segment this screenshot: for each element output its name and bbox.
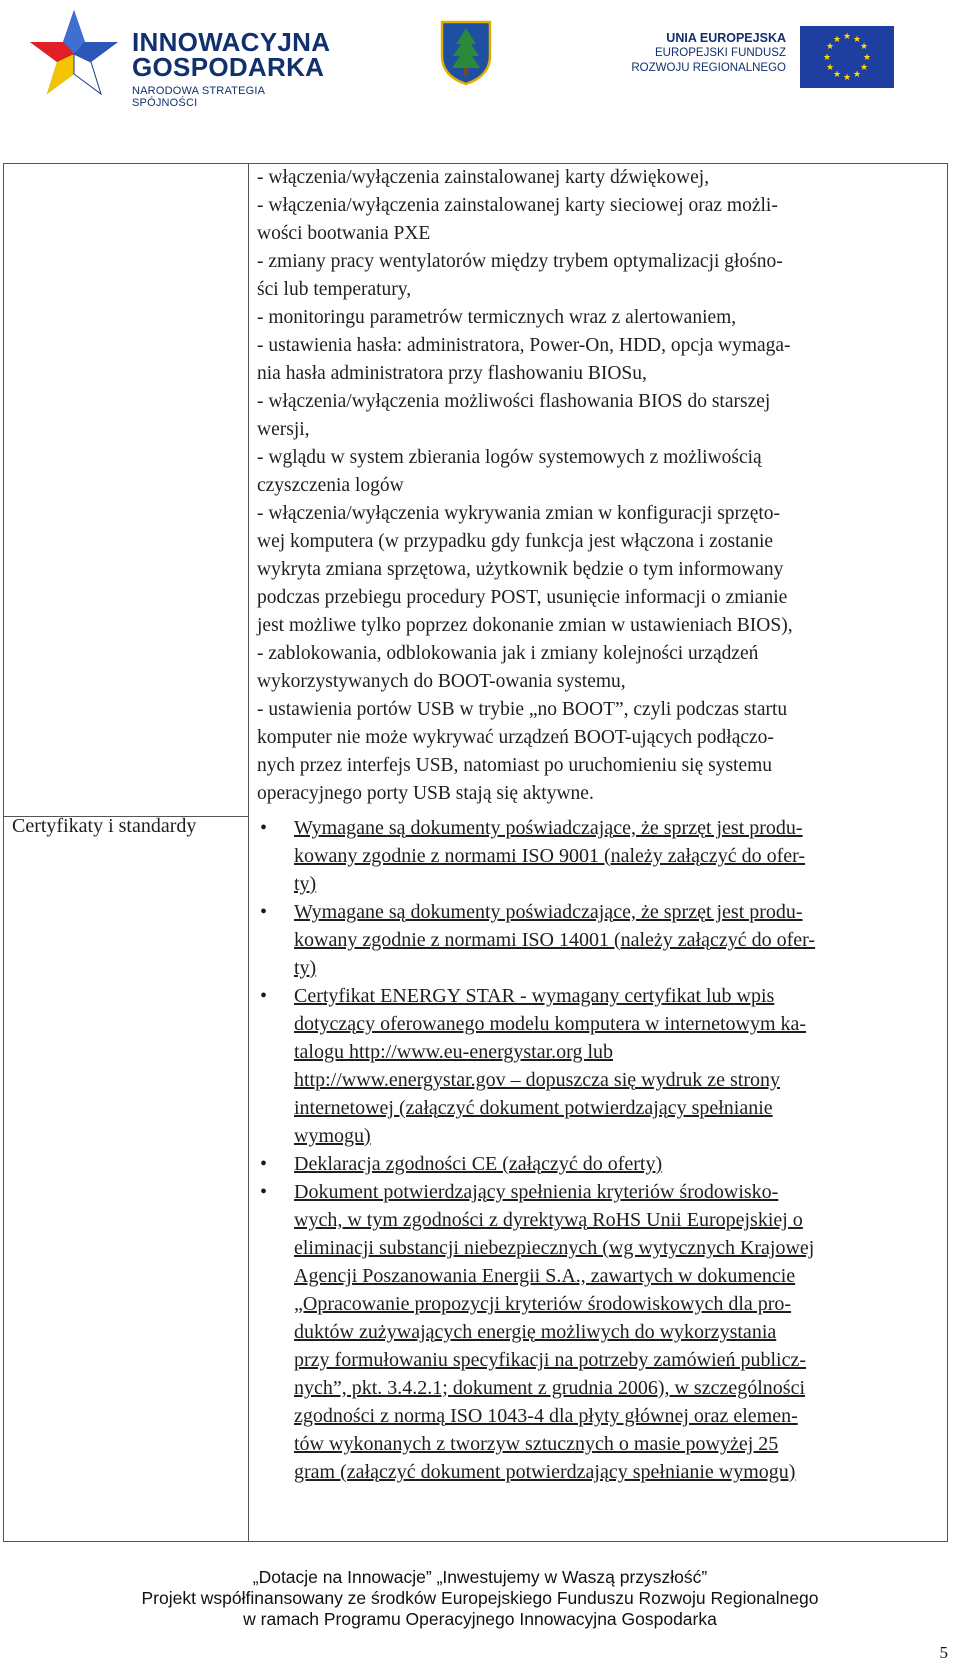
list-item-line: wymogu) (294, 1125, 371, 1147)
text-line: operacyjnego porty USB stają się aktywne. (257, 783, 594, 804)
text-line: jest możliwe tylko poprzez dokonanie zmian w ustawieniach BIOS), (257, 615, 793, 636)
text-line: - zmiany pracy wentylatorów między trybem optymalizacji głośno- (257, 251, 783, 272)
eu-logo-text (624, 30, 786, 76)
text-line: nia hasła administratora przy flashowaniu BIOSu, (257, 363, 647, 384)
list-item-line: Wymagane są dokumenty poświadczające, że sprzęt jest produ- (294, 817, 803, 839)
eu-logo-line2: EUROPEJSKI FUNDUSZ (655, 47, 786, 59)
text-line: - ustawienia hasła: administratora, Power-On, HDD, opcja wymaga- (257, 335, 791, 356)
list-item (250, 898, 940, 982)
list-item-line: talogu http://www.eu-energystar.org lub (294, 1041, 614, 1063)
list-item-line: tów wykonanych z tworzyw sztucznych o masie powyżej 25 (294, 1433, 779, 1455)
page-number: 5 (939, 1643, 948, 1662)
certificates-row-label: Certyfikaty i standardy (12, 815, 197, 837)
specification-table (3, 163, 948, 1542)
ig-logo-line1: INNOWACYJNA (132, 27, 331, 57)
svg-text:★: ★ (852, 70, 862, 80)
list-item-line: kowany zgodnie z normami ISO 14001 (należy załączyć do ofer- (294, 929, 816, 951)
text-line: wykryta zmiana sprzętowa, użytkownik będzie o tym informowany (257, 559, 784, 580)
text-line: wersji, (257, 419, 310, 440)
bullet-icon: • (260, 901, 268, 923)
text-line: wości bootwania PXE (257, 223, 431, 244)
text-line: ści lub temperatury, (257, 279, 412, 300)
list-item-line: Deklaracja zgodności CE (załączyć do oferty) (294, 1153, 663, 1175)
text-line: - monitoringu parametrów termicznych wraz z alertowaniem, (257, 307, 737, 328)
bullet-icon: • (260, 1181, 268, 1203)
text-line: - zablokowania, odblokowania jak i zmiany kolejności urządzeń (257, 643, 759, 664)
text-line: - włączenia/wyłączenia zainstalowanej karty dźwiękowej, (257, 167, 710, 188)
svg-text:★: ★ (852, 35, 862, 45)
list-item-line: eliminacji substancji niebezpiecznych (wg wytycznych Krajowej (294, 1237, 815, 1259)
list-item-line: dotyczący oferowanego modelu komputera w internetowym ka- (294, 1013, 807, 1035)
eu-logo-line3: ROZWOJU REGIONALNEGO (631, 62, 786, 74)
list-item (250, 1150, 940, 1178)
text-line: - ustawienia portów USB w trybie „no BOOT”, czyli podczas startu (257, 699, 788, 720)
innowacyjna-gospodarka-logo (28, 8, 331, 109)
text-line: - włączenia/wyłączenia możliwości flashowania BIOS do starszej (257, 391, 771, 412)
list-item-line: Dokument potwierdzający spełnienia kryteriów środowisko- (294, 1181, 779, 1203)
list-item (250, 814, 940, 898)
ig-star-logo-icon (28, 8, 120, 104)
list-item (250, 982, 940, 1150)
footer-program: w ramach Programu Operacyjnego Innowacyjna Gospodarka (243, 1609, 717, 1629)
text-line: czyszczenia logów (257, 475, 404, 496)
list-item-line: Certyfikat ENERGY STAR - wymagany certyfikat lub wpis (294, 985, 775, 1007)
text-line: - włączenia/wyłączenia wykrywania zmian w konfiguracji sprzęto- (257, 503, 781, 524)
bullet-icon: • (260, 1153, 268, 1175)
svg-text:★: ★ (862, 53, 872, 63)
text-line: nych przez interfejs USB, natomiast po uruchomieniu się systemu (257, 755, 773, 776)
svg-text:★: ★ (842, 73, 852, 83)
footer-cofinancing: Projekt współfinansowany ze środków Europejskiego Funduszu Rozwoju Regionalnego (141, 1588, 819, 1608)
eu-logo-line1: UNIA EUROPEJSKA (666, 31, 786, 45)
list-item-line: gram (załączyć dokument potwierdzający spełnianie wymogu) (294, 1461, 796, 1483)
certificates-list (250, 814, 940, 1486)
list-item-line: Wymagane są dokumenty poświadczające, że sprzęt jest produ- (294, 901, 803, 923)
list-item-line: duktów zużywających energię możliwych do wykorzystania (294, 1321, 777, 1343)
text-line: podczas przebiegu procedury POST, usunięcie informacji o zmianie (257, 587, 788, 608)
bullet-icon: • (260, 985, 268, 1007)
list-item-line: http://www.energystar.gov – dopuszcza się wydruk ze strony (294, 1069, 781, 1091)
column-divider (248, 164, 249, 1541)
svg-text:★: ★ (832, 70, 842, 80)
list-item-line: kowany zgodnie z normami ISO 9001 (należy załączyć do ofer- (294, 845, 806, 867)
ig-logo-text (132, 27, 331, 109)
list-item-line: „Opracowanie propozycji kryteriów środowiskowych dla pro- (294, 1293, 792, 1315)
svg-text:★: ★ (832, 35, 842, 45)
svg-text:★: ★ (822, 53, 832, 63)
footer-slogan: „Dotacje na Innowacje” „Inwestujemy w Waszą przyszłość” (252, 1567, 708, 1587)
list-item (250, 1178, 940, 1486)
bullet-icon: • (260, 817, 268, 839)
bios-features-cell (257, 164, 947, 816)
list-item-line: wych, w tym zgodności z dyrektywą RoHS Unii Europejskiej o (294, 1209, 803, 1231)
text-line: wej komputera (w przypadku gdy funkcja jest włączona i zostanie (257, 531, 774, 552)
list-item-line: ty) (294, 957, 317, 979)
svg-text:★: ★ (825, 42, 835, 52)
eu-flag-icon (800, 26, 894, 88)
list-item-line: zgodności z normą ISO 1043-4 dla płyty głównej oraz elemen- (294, 1405, 798, 1427)
svg-text:★: ★ (842, 32, 852, 42)
text-line: komputer nie może wykrywać urządzeń BOOT-ujących podłączo- (257, 727, 774, 748)
text-line: wykorzystywanych do BOOT-owania systemu, (257, 671, 626, 692)
text-line: - włączenia/wyłączenia zainstalowanej karty sieciowej oraz możli- (257, 195, 778, 216)
page-footer (0, 1567, 960, 1630)
coat-of-arms-icon (440, 20, 492, 86)
ig-logo-subtitle: NARODOWA STRATEGIA SPÓJNOŚCI (132, 85, 265, 109)
svg-text:★: ★ (825, 63, 835, 73)
list-item-line: ty) (294, 873, 317, 895)
svg-text:★: ★ (859, 63, 869, 73)
svg-text:★: ★ (859, 42, 869, 52)
list-item-line: przy formułowaniu specyfikacji na potrzeby zamówień publicz- (294, 1349, 807, 1371)
list-item-line: Agencji Poszanowania Energii S.A., zawartych w dokumencie (294, 1265, 796, 1287)
ig-logo-line2: GOSPODARKA (132, 52, 325, 82)
text-line: - wglądu w system zbierania logów systemowych z możliwością (257, 447, 762, 468)
list-item-line: internetowej (załączyć dokument potwierdzający spełnianie (294, 1097, 773, 1119)
eu-fund-logo (624, 26, 894, 90)
list-item-line: nych”, pkt. 3.4.2.1; dokument z grudnia 2006), w szczególności (294, 1377, 805, 1399)
page-header (0, 0, 960, 120)
